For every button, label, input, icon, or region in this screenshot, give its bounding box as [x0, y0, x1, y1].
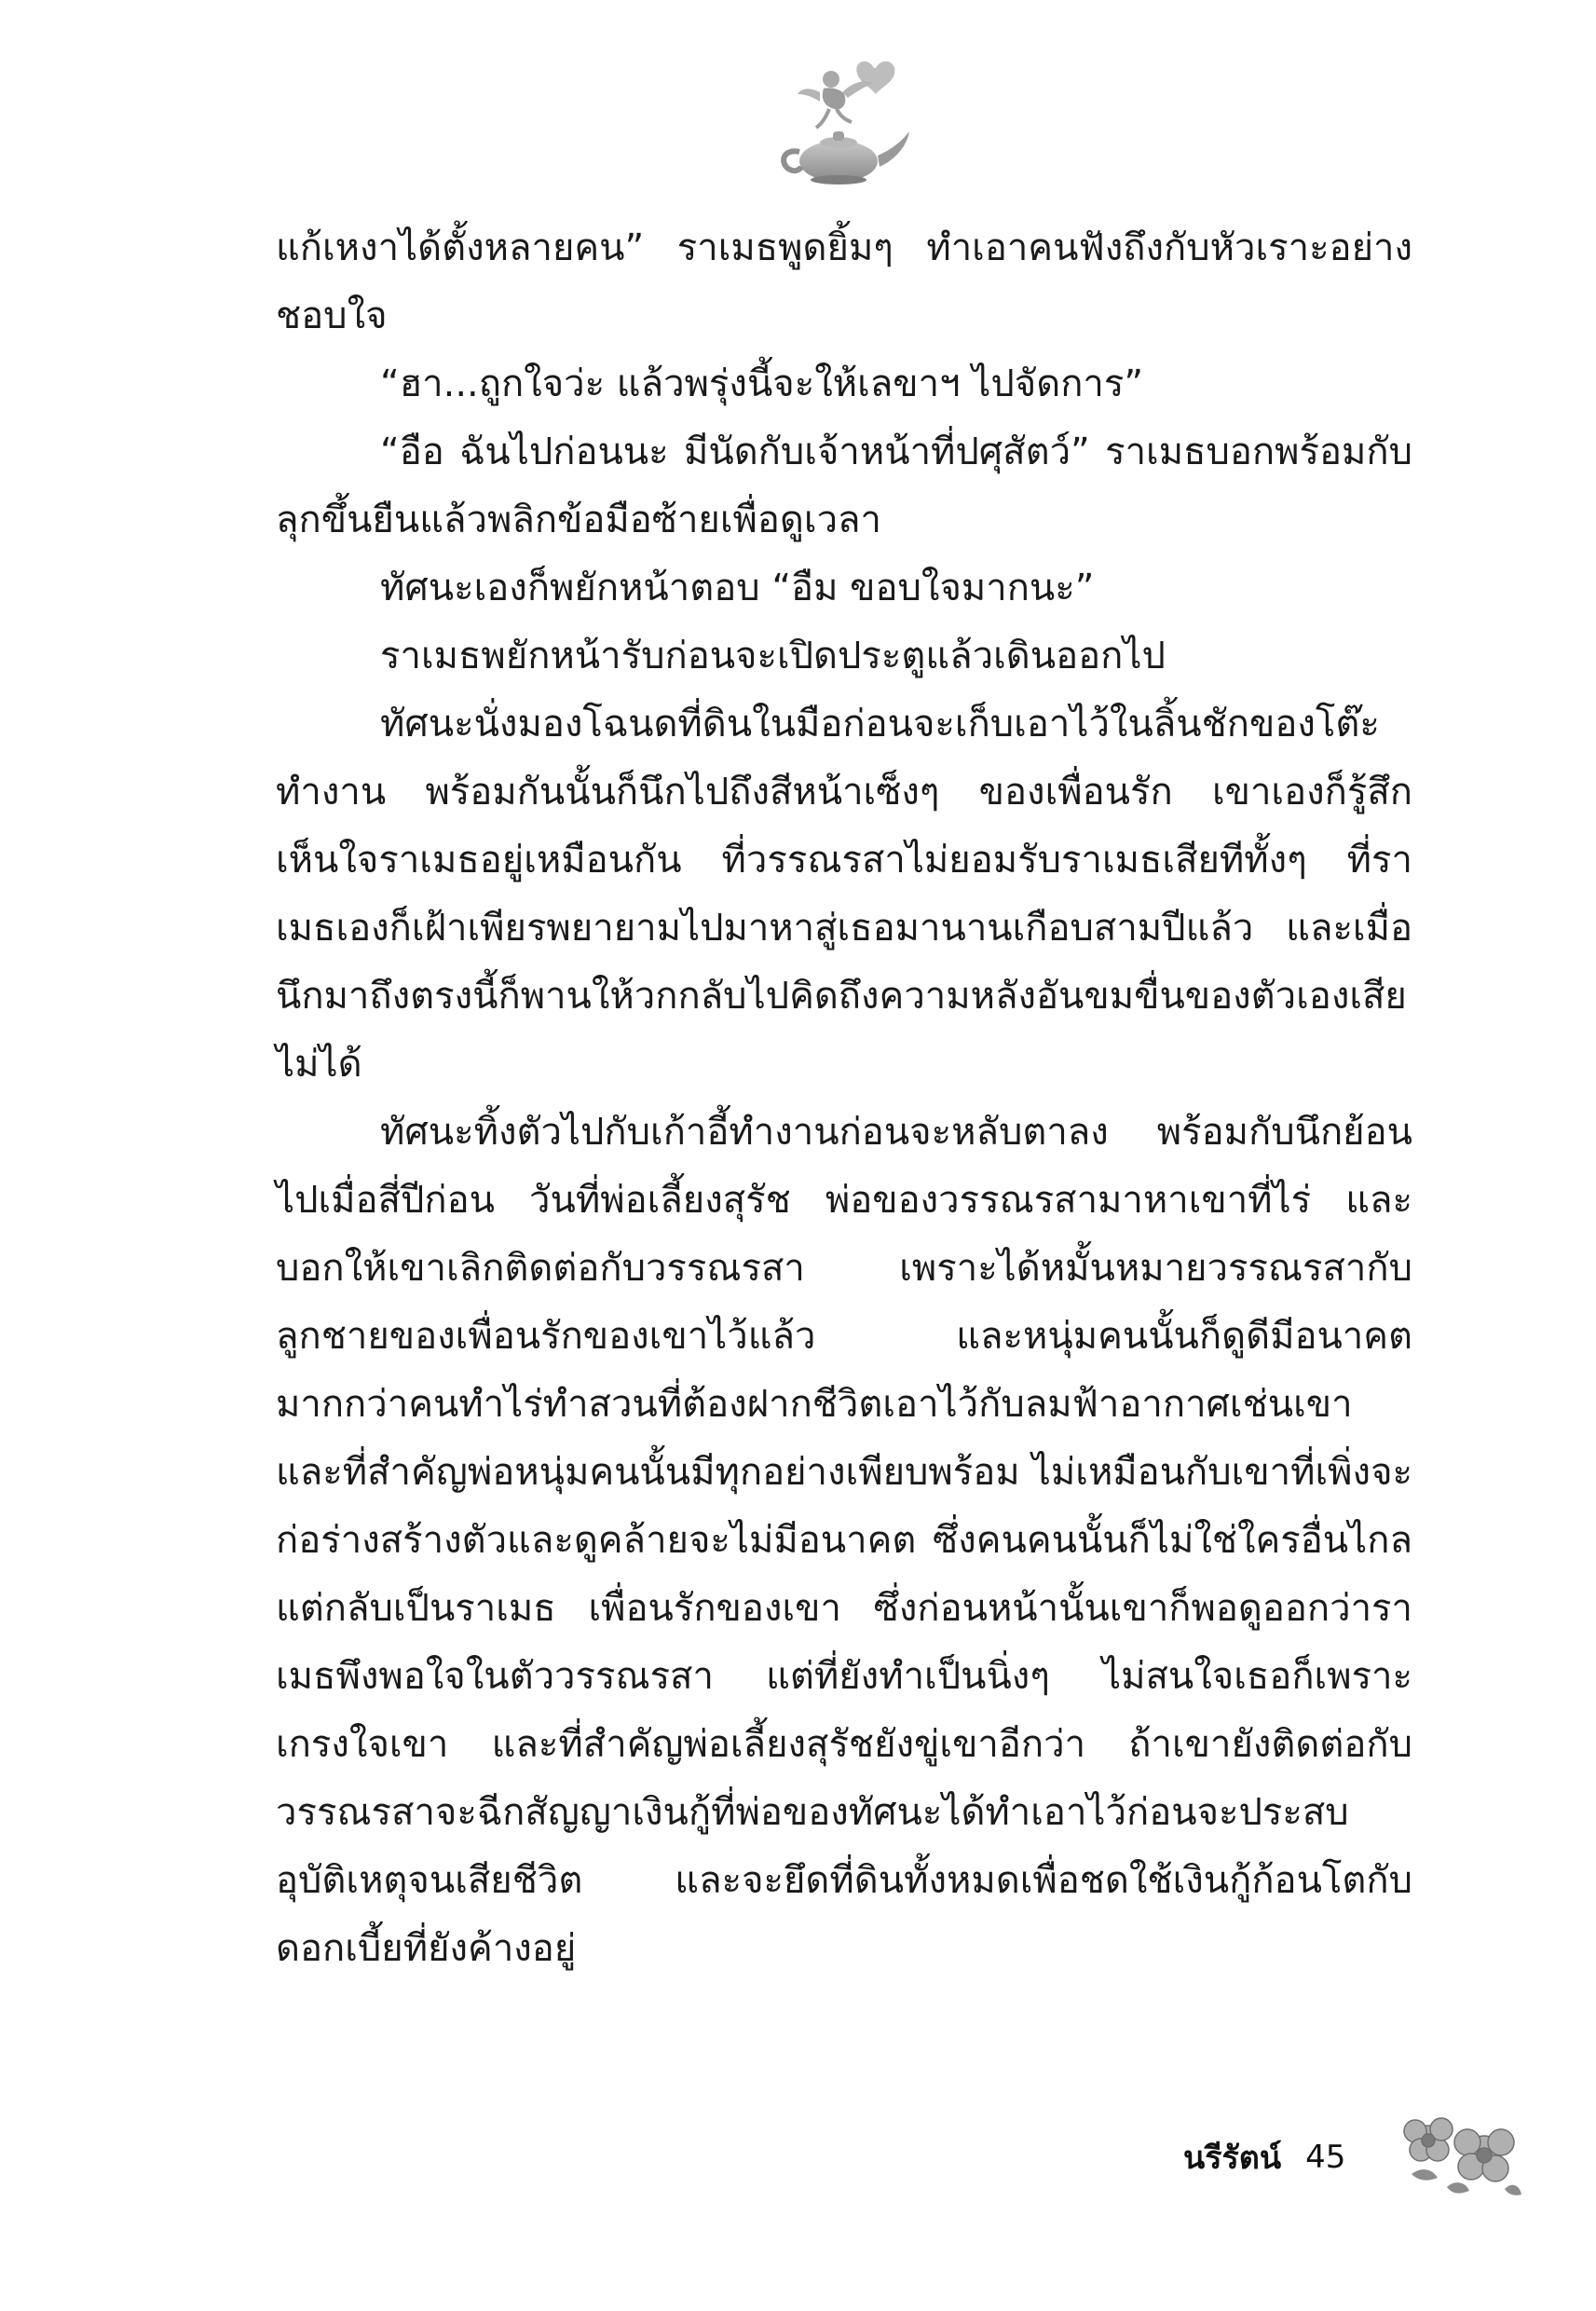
page-footer [1183, 2129, 1345, 2185]
paragraph: แก้เหงาได้ตั้งหลายคน” ราเมธพูดยิ้มๆ ทำเอาคนฟังถึงกับหัวเราะอย่างชอบใจ [276, 226, 1412, 337]
cupid-teapot-icon [764, 51, 922, 191]
paragraph: “ฮา...ถูกใจว่ะ แล้วพรุ่งนี้จะให้เลขาฯ ไปจัดการ” [380, 362, 1144, 405]
paragraph: ทัศนะเองก็พยักหน้าตอบ “อืม ขอบใจมากนะ” [380, 567, 1095, 609]
paragraph: ทัศนะทิ้งตัวไปกับเก้าอี้ทำงานก่อนจะหลับตาลง พร้อมกับนึกย้อนไปเมื่อสี่ปีก่อน วันที่พ่อเลี้ยงสุรัช พ่อของวรรณรสามาหาเขาที่ไร่ และบอกให้เขาเลิกติดต่อกับวรรณรสา เพราะได้หมั้นหมายวรรณรสากับลูกชายของเพื่อนรักของเขาไว้แล้ว และหนุ่มคนนั้นก็ดูดีมีอนาคตมากกว่าคนทำไร่ทำสวนที่ต้องฝากชีวิตเอาไว้กับลมฟ้าอากาศเช่นเขา และที่สำคัญพ่อหนุ่มคนนั้นมีทุกอย่างเพียบพร้อม ไม่เหมือนกับเขาที่เพิ่งจะก่อร่างสร้างตัวและดูคล้ายจะไม่มีอนาคต ซึ่งคนคนนั้นก็ไม่ใช่ใครอื่นไกล แต่กลับเป็นราเมธ เพื่อนรักของเขา ซึ่งก่อนหน้านั้นเขาก็พอดูออกว่าราเมธพึงพอใจในตัววรรณรสา แต่ที่ยังทำเป็นนิ่งๆ ไม่สนใจเธอก็เพราะเกรงใจเขา และที่สำคัญพ่อเลี้ยงสุรัชยังขู่เขาอีกว่า ถ้าเขายังติดต่อกับวรรณรสาจะฉีกสัญญาเงินกู้ที่พ่อของทัศนะได้ทำเอาไว้ก่อนจะประสบอุบัติเหตุจนเสียชีวิต และจะยึดที่ดินทั้งหมดเพื่อชดใช้เงินกู้ก้อนโตกับดอกเบี้ยที่ยังค้างอยู่ [276, 1111, 1412, 1970]
footer-author: นรีรัตน์ [1183, 2140, 1282, 2177]
paragraph: “อือ ฉันไปก่อนนะ มีนัดกับเจ้าหน้าที่ปศุสัตว์” ราเมธบอกพร้อมกับลุกขึ้นยืนแล้วพลิกข้อมือซ้ายเพื่อดูเวลา [276, 431, 1412, 541]
flowers-icon [1393, 2101, 1523, 2208]
body-text [276, 214, 1412, 1983]
paragraph: ทัศนะนั่งมองโฉนดที่ดินในมือก่อนจะเก็บเอาไว้ในลิ้นชักของโต๊ะทำงาน พร้อมกันนั้นก็นึกไปถึงสีหน้าเซ็งๆ ของเพื่อนรัก เขาเองก็รู้สึกเห็นใจราเมธอยู่เหมือนกัน ที่วรรณรสาไม่ยอมรับราเมธเสียทีทั้งๆ ที่ราเมธเองก็เฝ้าเพียรพยายามไปมาหาสู่เธอมานานเกือบสามปีแล้ว และเมื่อนึกมาถึงตรงนี้ก็พานให้วกกลับไปคิดถึงความหลังอันขมขื่นของตัวเองเสียไม่ได้ [276, 703, 1412, 1086]
page-number: 45 [1305, 2139, 1346, 2176]
paragraph: ราเมธพยักหน้ารับก่อนจะเปิดประตูแล้วเดินออกไป [380, 635, 1166, 677]
